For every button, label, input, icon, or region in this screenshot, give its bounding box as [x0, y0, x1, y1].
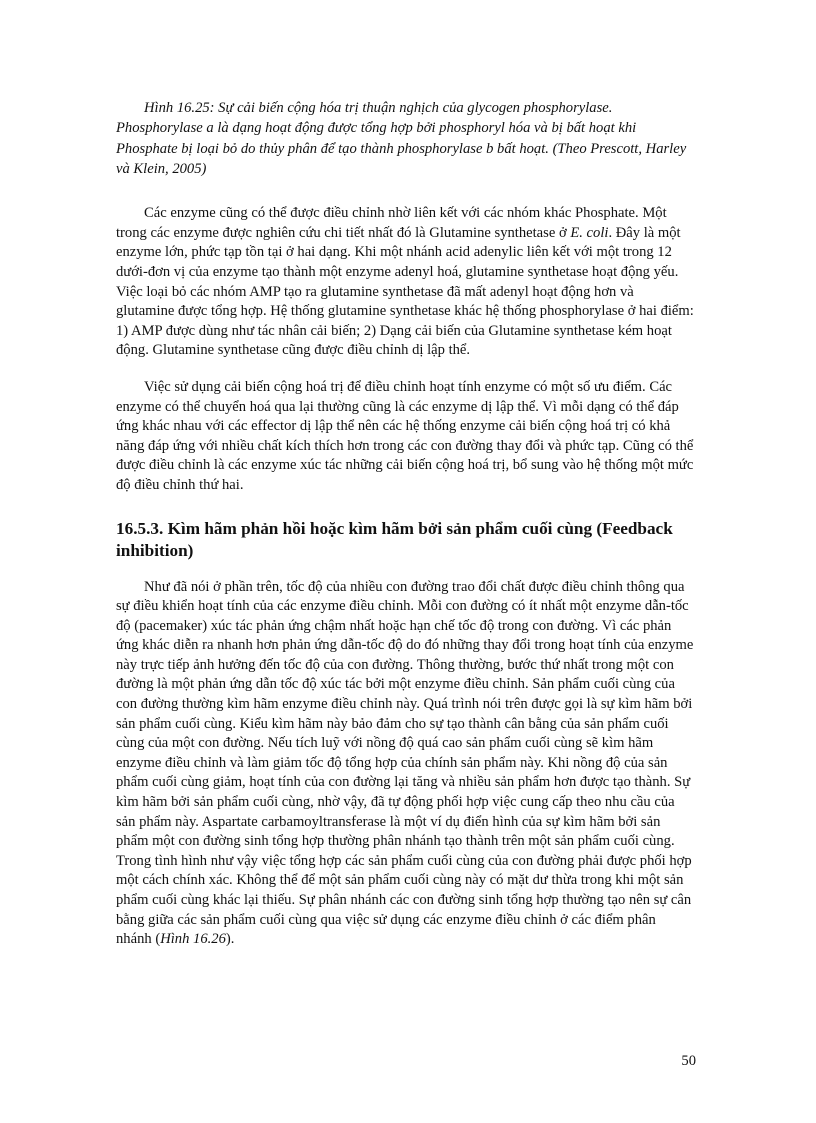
paragraph-feedback: [116, 578, 694, 950]
section-heading: 16.5.3. Kìm hãm phản hồi hoặc kìm hãm bởi sản phẩm cuối cùng (Feedback inhibition): [116, 518, 673, 560]
paragraph-advantages: Việc sử dụng cải biến cộng hoá trị để điều chỉnh hoạt tính enzyme có một số ưu điểm. Các enzyme có thể chuyển hoá qua lại thường cũng là các enzyme dị lập thể. Vì mỗi dạng có thể đáp ứng khác nhau với các effector dị lập thể nên các hệ thống enzyme cải biến cộng hoá trị có khả năng đáp ứng với nhiều chất kích thích hơn trong các con đường thay đổi và phức tạp. Cũng có thể được điều chỉnh là các enzyme xúc tác những cải biến cộng hoá trị, bổ sung vào hệ thống một mức độ điều chỉnh thứ hai.: [116, 378, 694, 493]
paragraph-feedback-text: Như đã nói ở phần trên, tốc độ của nhiều con đường trao đổi chất được điều chỉnh thông qua sự điều khiển hoạt tính của các enzyme điều chỉnh. Mỗi con đường có ít nhất một enzyme dẫn-tốc độ (pacemaker) xúc tác phản ứng chậm nhất hoặc hạn chế tốc độ trong con đường. Vì các phản ứng khác diễn ra nhanh hơn phản ứng dẫn-tốc độ do đó những thay đổi trong hoạt tính của enzyme này trực tiếp ảnh hưởng đến tốc độ của con đường. Thông thường, bước thứ nhất trong một con đường là một phản ứng dẫn tốc độ xúc tác bởi một enzyme điều chỉnh. Sản phẩm cuối cùng của con đường thường kìm hãm enzyme điều chỉnh này. Quá trình nói trên được gọi là sự kìm hãm bởi sản phẩm cuối cùng. Kiểu kìm hãm này bảo đảm cho sự tạo thành cân bằng của sản phẩm cuối cùng của một con đường. Nếu tích luỹ với nồng độ quá cao sản phẩm cuối cùng sẽ kìm hãm enzyme điều chỉnh và làm giảm tốc độ tổng hợp của chính sản phẩm này. Khi nồng độ của sản phẩm cuối cùng giảm, hoạt tính của con đường lại tăng và nhiều sản phẩm hơn được tạo thành. Sự kìm hãm bởi sản phẩm cuối cùng, nhờ vậy, đã tự động phối hợp việc cung cấp theo nhu cầu của sản phẩm này. Aspartate carbamoyltransferase là một ví dụ điển hình của sự kìm hãm bởi sản phẩm một con đường sinh tổng hợp thường phân nhánh tạo thành trên một sản phẩm cuối cùng. Trong tình hình như vậy việc tổng hợp các sản phẩm cuối cùng của con đường phải được phối hợp một cách chính xác. Không thể để một sản phẩm cuối cùng này có mặt dư thừa trong khi một sản phẩm cuối cùng khác lại thiếu. Sự phân nhánh các con đường sinh tổng hợp thường tạo nên sự cân bằng giữa các sản phẩm cuối cùng qua việc sử dụng các enzyme điều chỉnh ở các điểm phân nhánh (: [116, 578, 694, 948]
paragraph-feedback-end: ).: [225, 931, 235, 948]
figure-reference: Hình 16.26: [160, 931, 226, 948]
paragraph-glutamine-text: Các enzyme cũng có thể được điều chỉnh nhờ liên kết với các nhóm khác Phosphate. Một trong các enzyme được nghiên cứu chi tiết nhất đó là Glutamine synthetase ở: [116, 205, 667, 241]
page-number: 50: [681, 1053, 696, 1069]
paragraph-glutamine-text-cont: . Đây là một enzyme lớn, phức tạp tồn tại ở hai dạng. Khi một nhánh acid adenylic liên kết với một trong 12 dưới-đơn vị của enzyme tạo thành một enzyme adenyl hoá, glutamine synthetase hoạt động yếu. Việc loại bỏ các nhóm AMP tạo ra glutamine synthetase đã mất adenyl hoạt động hơn và glutamine được tổng hợp. Hệ thống glutamine synthetase khác hệ thống phosphorylase ở hai điểm: 1) AMP được dùng như tác nhân cải biến; 2) Dạng cải biến của Glutamine synthetase kém hoạt động. Glutamine synthetase cũng được điều chỉnh dị lập thể.: [116, 224, 694, 359]
paragraph-glutamine: [116, 204, 694, 361]
document-page: [116, 98, 694, 967]
figure-caption: Hình 16.25: Sự cải biến cộng hóa trị thuận nghịch của glycogen phosphorylase. Phosphorylase a là dạng hoạt động được tổng hợp bởi phosphoryl hóa và bị bất hoạt khi Phosphate bị loại bỏ do thủy phân để tạo thành phosphorylase b bất hoạt. (Theo Prescott, Harley và Klein, 2005): [116, 100, 687, 177]
species-name: E. coli: [570, 224, 609, 241]
